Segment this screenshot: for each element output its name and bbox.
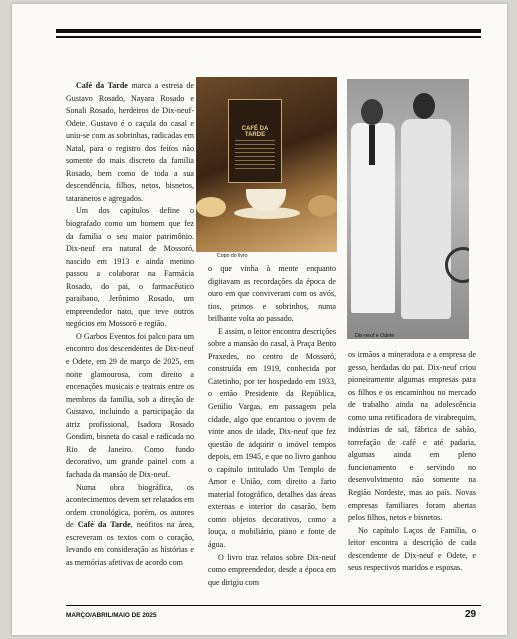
photo-caption: Dix-neuf e Odete — [355, 333, 395, 339]
issue-date: MARÇO/ABRIL/MAIO DE 2025 — [66, 612, 157, 619]
article-column-1 — [66, 80, 194, 569]
paragraph-text: Numa obra biográfica, os acontecimentos devem ser relatados em ordem cronológica, porém, os autores de — [66, 482, 194, 530]
paragraph: os irmãos a mineradora e a empresa de gesso, herdadas do pai. Dix-neuf criou pioneiramente algumas empresas para os filhos e os encaminhou no mercado de trabalho ainda na adolescência como uma retificadora de virabrequim, indústrias de sal, fábrica de sabão, torrefação de café e até padaria, algumas ainda em pleno funcionamento e servindo no desenvolvimento não somente na Região Nordeste, mas ao país. Novas empresas familiares foram abertas pelos filhos, netos e bisnetos. — [348, 350, 476, 523]
book-cover — [228, 99, 282, 183]
article-column-3 — [348, 349, 476, 575]
book-cup-photo — [196, 77, 337, 252]
photo-plate — [308, 195, 337, 217]
footer-rule — [66, 605, 481, 606]
top-rule — [56, 29, 481, 33]
paragraph — [66, 80, 194, 205]
photo-woman — [401, 119, 451, 319]
top-rule-thin — [56, 36, 481, 38]
article-column-2 — [208, 263, 336, 589]
paragraph: Um dos capítulos define o biografado como um homem que fez da família o seu maior patrimônio. Dix-neuf era natural de Mossoró, nascido em 1913 e ainda menino passou a colaborar na Farmácia Rosado, do pai, o farmacêutico paraibano, Jerônimo Rosado, um empreendedor nato, que teve outros negócios em Mossoró e região. — [66, 206, 194, 329]
book-title: Café da Tarde — [76, 81, 128, 90]
photo-tie — [369, 125, 375, 165]
paragraph: E assim, o leitor encontra descrições sobre a mansão do casal, à Praça Bento Praxedes, no centro de Mossoró, construída em 1919, conhecida por Catetinho, por ter hospedado em 1933, o então Presidente da República, Getúlio Vargas, em passagem pela cidade, algo que encantou o jovem de vinte anos de idade, Dix-neuf que fez questão de adquirir o imóvel tempos depois, em 1945, e que no livro ganhou o capítulo intitulado Um Templo de Amor e União, com direito a farto material fotográfico, detalhes das áreas externas e interior do casarão, bem como objetos decorativos, como a louça, o mobiliário, piano e fonte de água. — [208, 326, 336, 550]
couple-photo — [347, 79, 469, 339]
paragraph: No capítulo Laços de Família, o leitor encontra a descrição de cada descendente de Dix-neuf e Odete, e seus respectivos maridos e esposas. — [348, 525, 476, 573]
paragraph — [66, 482, 194, 570]
photo-woman-head — [413, 93, 435, 119]
paragraph: O livro traz relatos sobre Dix-neuf como empreendedor, desde a época em que dirigiu com — [208, 552, 336, 587]
photo-man-head — [361, 99, 383, 125]
book-cover-text — [235, 140, 275, 170]
book-cover-title: CAFÉ DA TARDE — [241, 126, 269, 138]
photo-plate — [196, 197, 226, 217]
book-title: Café da Tarde — [77, 520, 131, 530]
page-number: 29 — [465, 609, 477, 620]
paragraph-text: , neófitos na área, escreveram os textos com o coração, levando em consideração as histórias e as memórias afetivas de acordo com — [66, 520, 194, 567]
photo-caption: Copo do livro — [217, 253, 248, 259]
paragraph: o que vinha à mente enquanto digitavam as recordações da época de ouro em que conviveram com os avós, tios, primos e sobrinhos, numa brilhante volta ao passado. — [208, 264, 336, 324]
paragraph-text: marca a estreia de Gustavo Rosado, Nayara Rosado e Sonali Rosado, herdeiros de Dix-neuf-Odete. Gustavo é o caçula do casal e uniu-se com as sobrinhas, radicadas em Natal, para o registro dos feitos não somente do mais discreto da família Rosado, bem como de toda a sua descendência, filhos, netos, bisnetos, tataranetos e agregados. — [66, 81, 194, 203]
paragraph: O Garbos Eventos foi palco para um encontro dos descendentes de Dix-neuf e Odete, em 29 de março de 2025, em noite glamourosa, com direito a encenações musicais e teatrais entre os membros da família, sob a direção de Gustavo, incluindo a participação da atriz profissional, Isadora Rosado Gondim, bisneta do casal e radicada no Rio de Janeiro. Como fundo decorativo, um grande painel com a fachada da mansão de Dix-neuf. — [66, 331, 194, 479]
